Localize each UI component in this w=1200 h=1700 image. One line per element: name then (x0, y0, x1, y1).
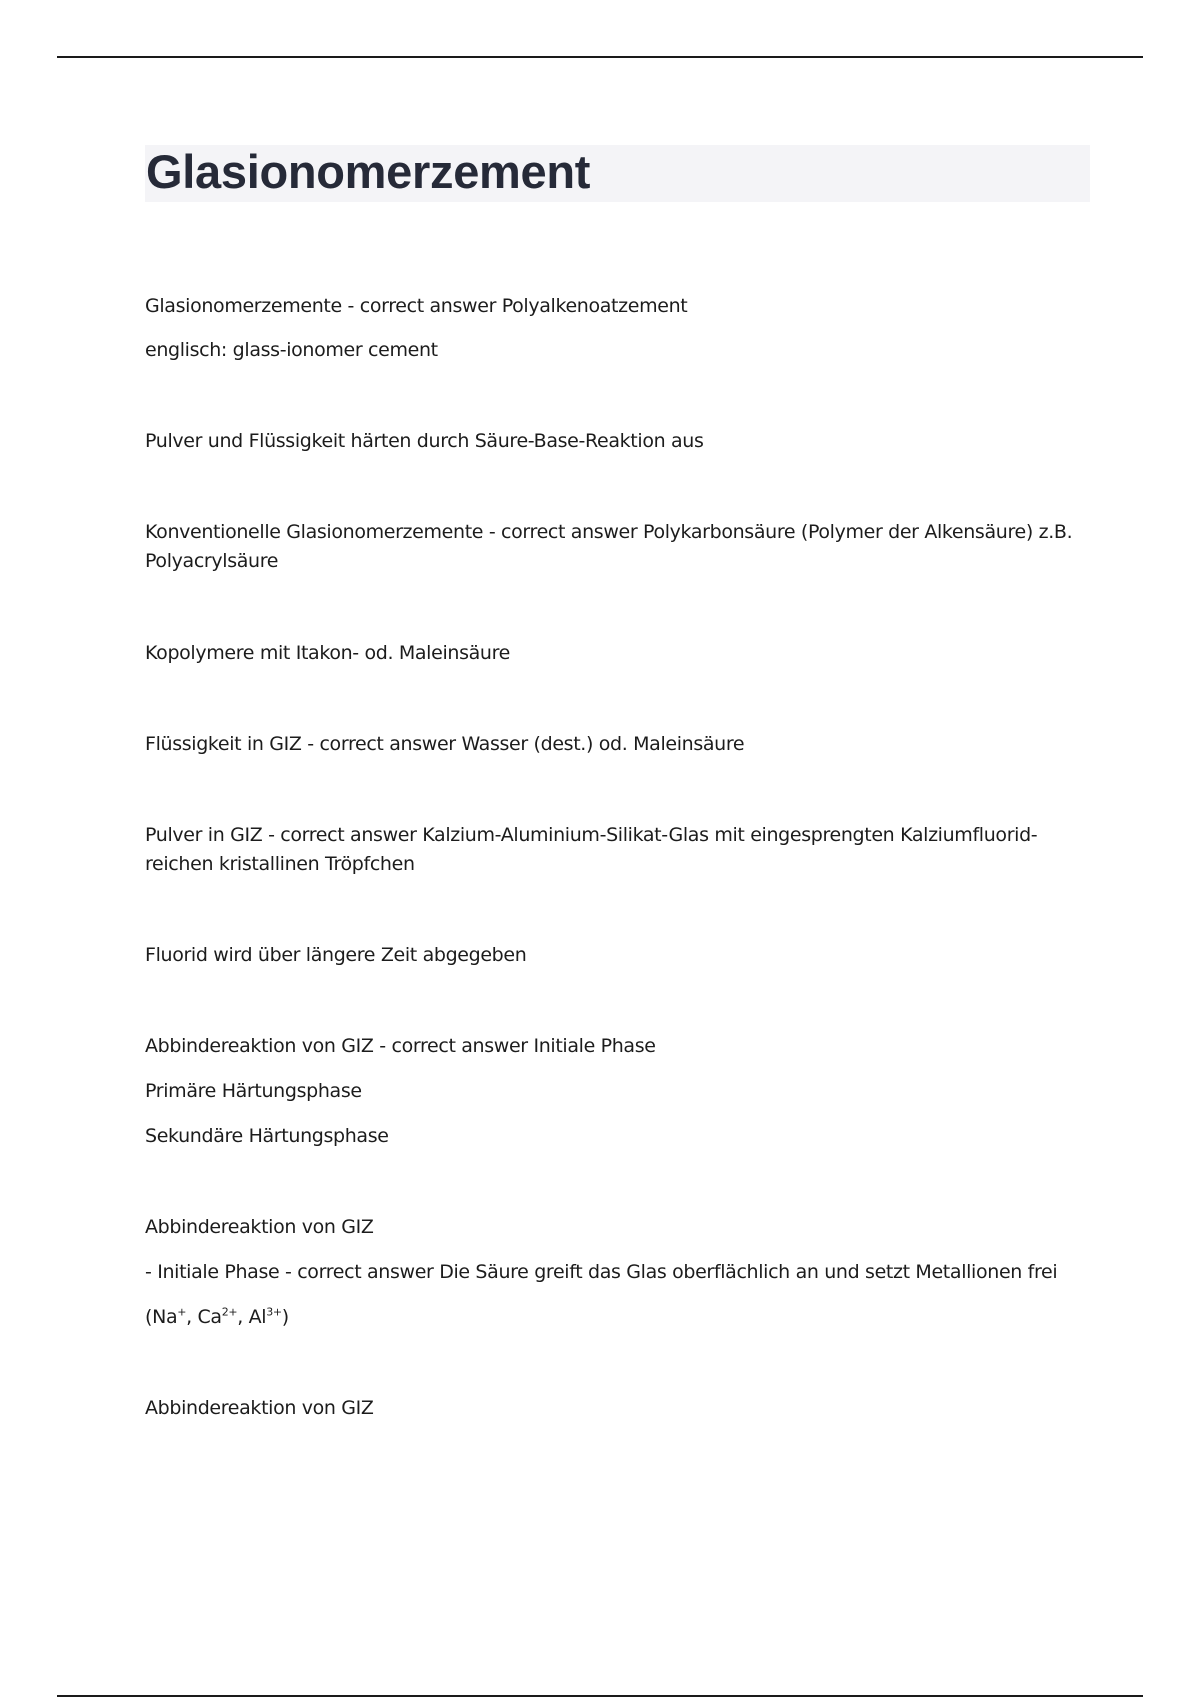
text-line: Glasionomerzemente - correct answer Polyalkenoatzement (145, 295, 688, 317)
footer-rule (57, 1695, 1143, 1697)
ion-ca-charge: 2+ (221, 1305, 238, 1319)
text-line: Pulver und Flüssigkeit härten durch Säure-Base-Reaktion aus (145, 430, 704, 452)
text-line: Abbindereaktion von GIZ (145, 1397, 374, 1419)
ion-na-charge: + (177, 1305, 187, 1319)
ion-na: Na (152, 1306, 178, 1328)
text-paragraph: Pulver in GIZ - correct answer Kalzium-Aluminium-Silikat-Glas mit eingesprengten Kalziumfluorid-reichen kristallinen Tröpfchen (145, 824, 1038, 875)
text-line: Abbindereaktion von GIZ - correct answer Initiale Phase (145, 1035, 656, 1057)
text-line: Fluorid wird über längere Zeit abgegeben (145, 944, 527, 966)
ion-close: ) (281, 1306, 289, 1328)
ion-ca: Ca (197, 1306, 222, 1328)
text-line: Flüssigkeit in GIZ - correct answer Wasser (dest.) od. Maleinsäure (145, 733, 745, 755)
ion-list (145, 1303, 289, 1332)
ion-sep: , (237, 1306, 249, 1328)
header-rule (57, 56, 1143, 58)
page-title: Glasionomerzement (146, 145, 591, 198)
text-line: - Initiale Phase - correct answer Die Säure greift das Glas oberflächlich an und setzt Metallionen frei (145, 1261, 1058, 1283)
ion-al: Al (248, 1306, 267, 1328)
ion-open: ( (145, 1306, 153, 1328)
text-line: Kopolymere mit Itakon- od. Maleinsäure (145, 642, 510, 664)
text-line: Primäre Härtungsphase (145, 1080, 362, 1102)
ion-al-charge: 3+ (266, 1305, 282, 1319)
text-line: englisch: glass-ionomer cement (145, 339, 438, 361)
ion-sep: , (186, 1306, 198, 1328)
text-line: Sekundäre Härtungsphase (145, 1125, 389, 1147)
text-paragraph: Konventionelle Glasionomerzemente - correct answer Polykarbonsäure (Polymer der Alkensäure) z.B. Polyacrylsäure (145, 521, 1073, 572)
text-line: Abbindereaktion von GIZ (145, 1216, 374, 1238)
